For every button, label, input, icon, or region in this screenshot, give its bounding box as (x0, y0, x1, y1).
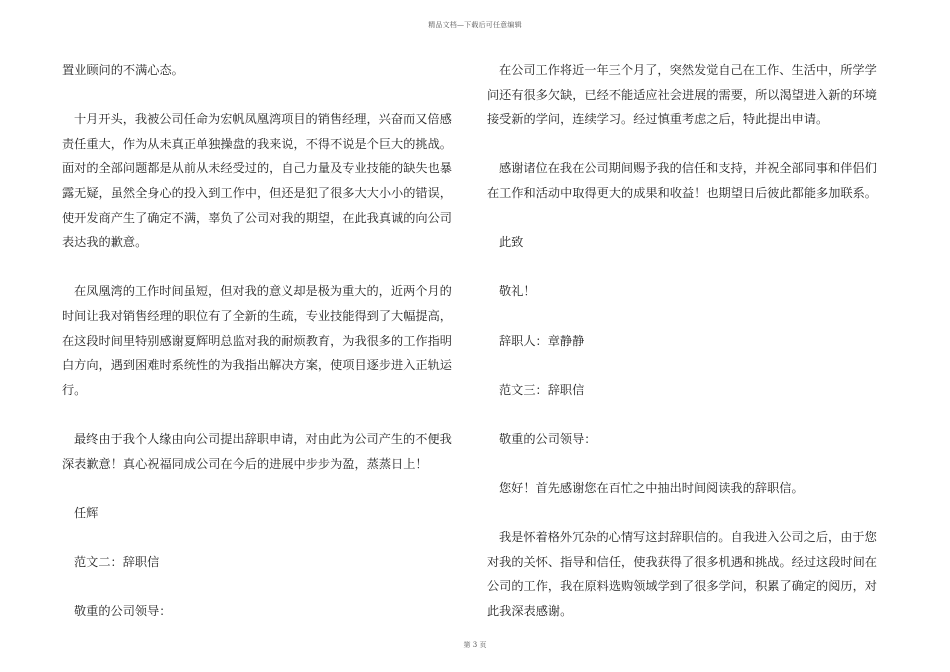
salutation: 敬重的公司领导： (74, 604, 172, 619)
section-heading: 范文三：辞职信 (499, 382, 585, 397)
right-column (487, 58, 879, 624)
salutation: 敬重的公司领导： (499, 431, 597, 446)
paragraph: 十月开头，我被公司任命为宏帆凤凰湾项目的销售经理，兴奋而又倍感责任重大，作为从未真正单独操盘的我来说，不得不说是个巨大的挑战。面对的全部问题都是从前从未经受过的，自己力量及专业技能的缺失也暴露无疑，虽然全身心的投入到工作中，但还是犯了很多大大小小的错误，使开发商产生了确定不满，辜负了公司对我的期望，在此我真诚的向公司表达我的歉意。 (62, 112, 452, 250)
paragraph: 置业顾问的不满心态。 (62, 63, 184, 77)
paragraph: 在公司工作将近一年三个月了，突然发觉自己在工作、生活中，所学学问还有很多欠缺，已经不能适应社会进展的需要，所以渴望进入新的环境接受新的学问，连续学习。经过慎重考虑之后，特此提出申请。 (487, 63, 877, 127)
paragraph: 最终由于我个人缘由向公司提出辞职申请，对由此为公司产生的不便我深表歉意！真心祝福同成公司在今后的进展中步步为盈，蒸蒸日上！ (62, 431, 452, 471)
closing: 敬礼！ (499, 284, 536, 299)
page-header: 精品文档—下载后可任意编辑 (428, 21, 522, 29)
paragraph: 感谢诸位在我在公司期间赐予我的信任和支持，并祝全部同事和伴侣们在工作和活动中取得更大的成果和收益！也期望日后彼此都能多加联系。 (487, 161, 877, 200)
paragraph: 我是怀着格外冗杂的心情写这封辞职信的。自我进入公司之后，由于您对我的关怀、指导和信任，使我获得了很多机遇和挑战。经过这段时间在公司的工作，我在原料选购领域学到了很多学问，积累了确定的阅历，对此我深表感谢。 (487, 530, 877, 619)
left-column (62, 58, 454, 624)
signature-line: 辞职人：章静静 (499, 333, 585, 348)
signature-name: 任辉 (74, 505, 99, 520)
paragraph: 在凤凰湾的工作时间虽短，但对我的意义却是极为重大的，近两个月的时间让我对销售经理的职位有了全新的生疏，专业技能得到了大幅提高，在这段时间里特别感谢夏辉明总监对我的耐烦教育，为我很多的工作指明白方向，遇到困难时系统性的为我指出解决方案，使项目逐步进入正轨运行。 (62, 284, 452, 397)
page-number: 第 3 页 (463, 641, 487, 649)
section-heading: 范文二：辞职信 (74, 554, 160, 569)
closing: 此致 (499, 235, 524, 250)
paragraph: 您好！首先感谢您在百忙之中抽出时间阅读我的辞职信。 (499, 481, 804, 496)
